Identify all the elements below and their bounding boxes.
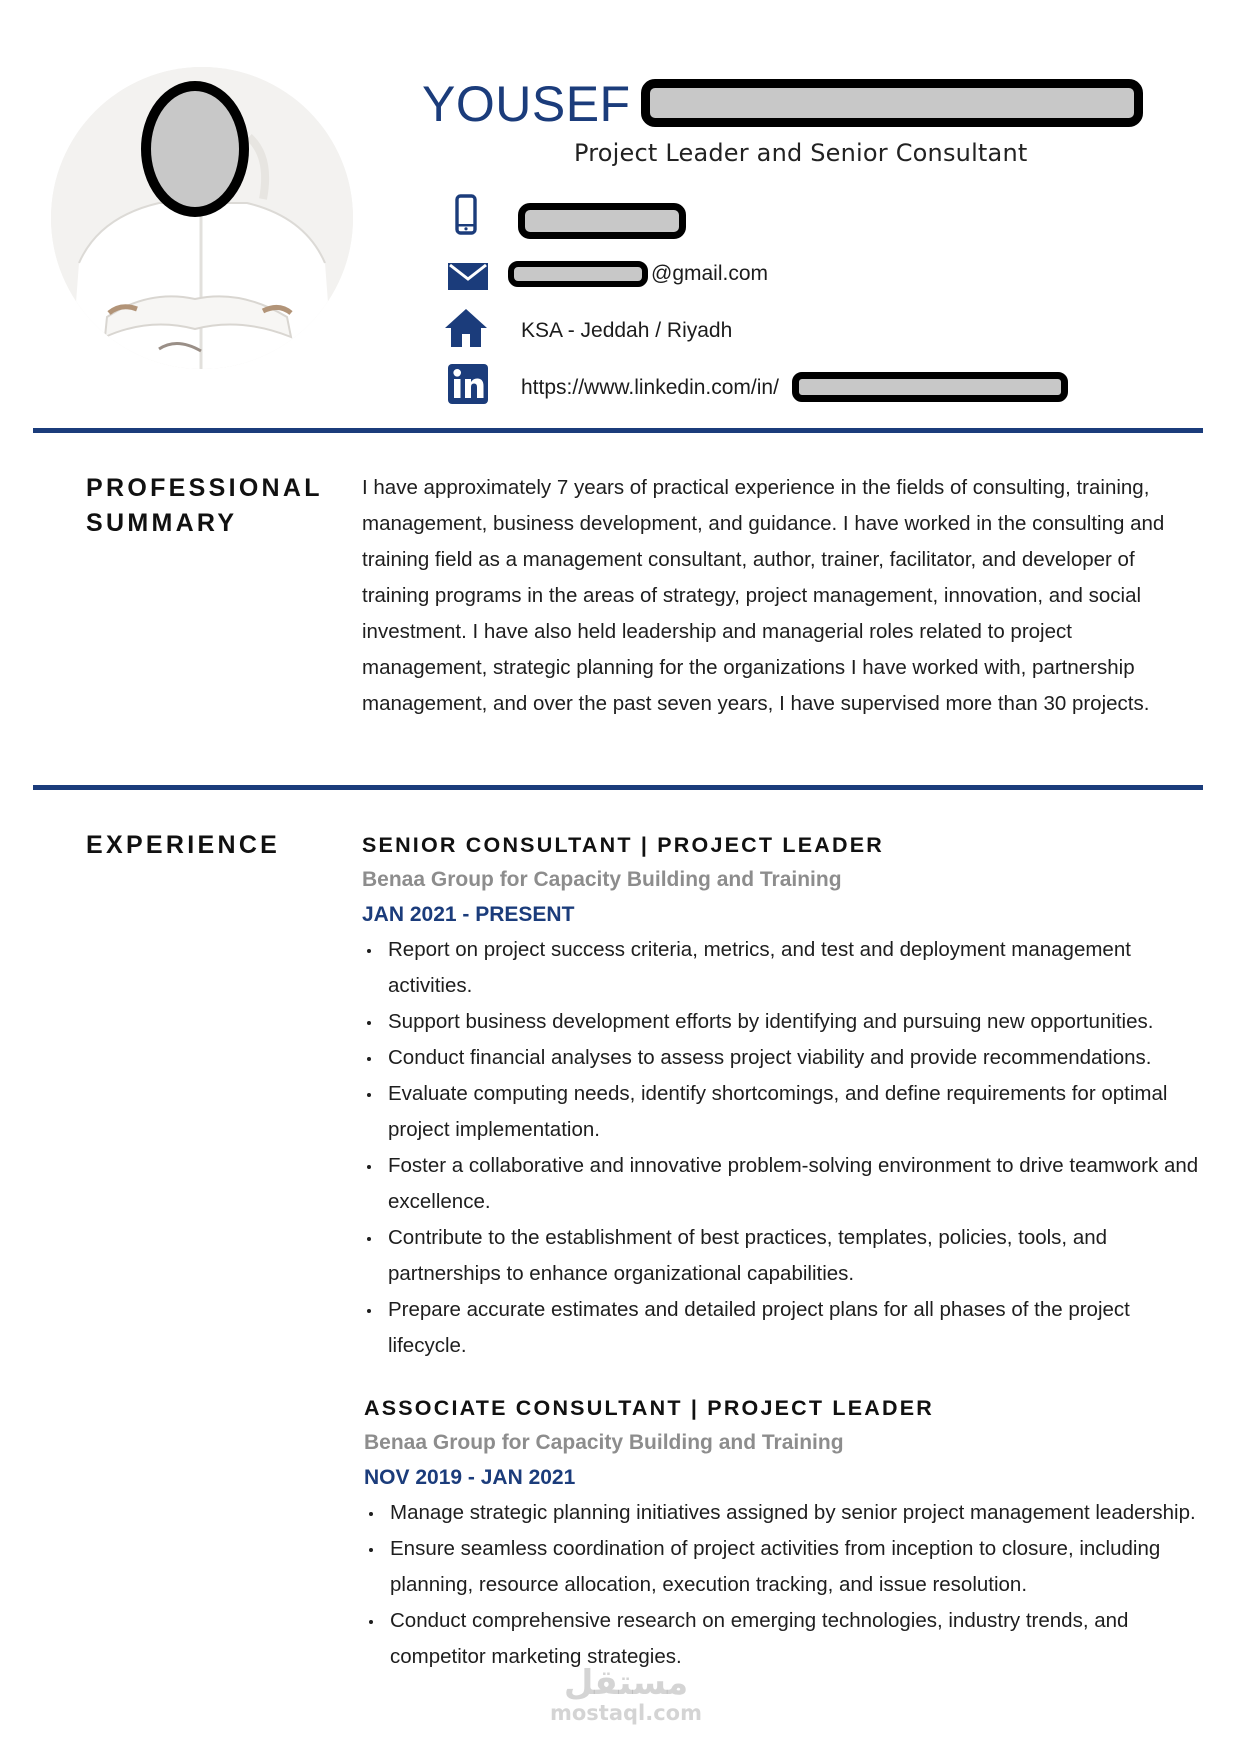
phone-icon <box>444 193 488 237</box>
profile-photo <box>51 67 353 369</box>
mail-icon <box>446 255 490 299</box>
redacted-linkedin-handle <box>792 372 1068 402</box>
redacted-email-user <box>508 261 648 287</box>
responsibility-item: Report on project success criteria, metrics, and test and deployment management activities. <box>362 932 1202 1004</box>
mostaql-watermark <box>546 1665 706 1725</box>
responsibility-list <box>364 1495 1204 1675</box>
candidate-name: YOUSEF <box>422 76 631 132</box>
experience-entry <box>364 1391 1204 1675</box>
section-divider <box>33 428 1203 433</box>
email-domain: @gmail.com <box>651 262 769 285</box>
summary-heading <box>86 471 323 541</box>
summary-paragraph: I have approximately 7 years of practical experience in the fields of consulting, training, management, business development, and guidance. I have worked in the consulting and training field as a management consultant, author, trainer, facilitator, and developer of training programs in the areas of strategy, project management, innovation, and social investment. I have also held leadership and managerial roles related to project management, strategic planning for the organizations I have worked with, partnership management, and over the past seven years, I have supervised more than 30 projects. <box>362 476 1165 715</box>
responsibility-item: Contribute to the establishment of best practices, templates, policies, tools, and partnerships to enhance organizational capabilities. <box>362 1220 1202 1292</box>
responsibility-item: Ensure seamless coordination of project activities from inception to closure, including planning, resource allocation, execution tracking, and issue resolution. <box>364 1531 1204 1603</box>
linkedin-url[interactable]: https://www.linkedin.com/in/ <box>521 376 779 399</box>
job-title: ASSOCIATE CONSULTANT | PROJECT LEADER <box>364 1396 934 1420</box>
responsibility-item: Conduct comprehensive research on emerging technologies, industry trends, and competitor marketing strategies. <box>364 1603 1204 1675</box>
responsibility-item: Foster a collaborative and innovative problem-solving environment to drive teamwork and excellence. <box>362 1148 1202 1220</box>
employment-dates: NOV 2019 - JAN 2021 <box>364 1466 576 1489</box>
experience-heading: EXPERIENCE <box>86 831 281 859</box>
responsibility-item: Conduct financial analyses to assess project viability and provide recommendations. <box>362 1040 1202 1076</box>
employment-dates: JAN 2021 - PRESENT <box>362 903 575 926</box>
summary-heading-line1: PROFESSIONAL <box>86 474 323 502</box>
responsibility-item: Evaluate computing needs, identify shortcomings, and define requirements for optimal project implementation. <box>362 1076 1202 1148</box>
section-divider <box>33 785 1203 790</box>
job-subtitle: Project Leader and Senior Consultant <box>574 139 1028 167</box>
responsibility-item: Support business development efforts by identifying and pursuing new opportunities. <box>362 1004 1202 1040</box>
experience-entry <box>362 828 1202 1364</box>
company-name: Benaa Group for Capacity Building and Training <box>364 1431 844 1454</box>
location-text: KSA - Jeddah / Riyadh <box>521 319 733 342</box>
redacted-phone-number <box>518 203 686 239</box>
redacted-surname <box>641 79 1143 127</box>
linkedin-icon <box>446 362 490 406</box>
responsibility-list <box>362 932 1202 1364</box>
company-name: Benaa Group for Capacity Building and Training <box>362 868 842 891</box>
job-title: SENIOR CONSULTANT | PROJECT LEADER <box>362 833 884 857</box>
summary-heading-line2: SUMMARY <box>86 509 238 537</box>
watermark-latin: mostaql.com <box>550 1701 702 1725</box>
watermark-arabic: مستقل <box>563 1663 689 1703</box>
face-redaction <box>146 86 244 212</box>
home-icon <box>444 306 488 350</box>
responsibility-item: Manage strategic planning initiatives assigned by senior project management leadership. <box>364 1495 1204 1531</box>
responsibility-item: Prepare accurate estimates and detailed project plans for all phases of the project lifecycle. <box>362 1292 1202 1364</box>
person-portrait-image <box>51 67 353 369</box>
